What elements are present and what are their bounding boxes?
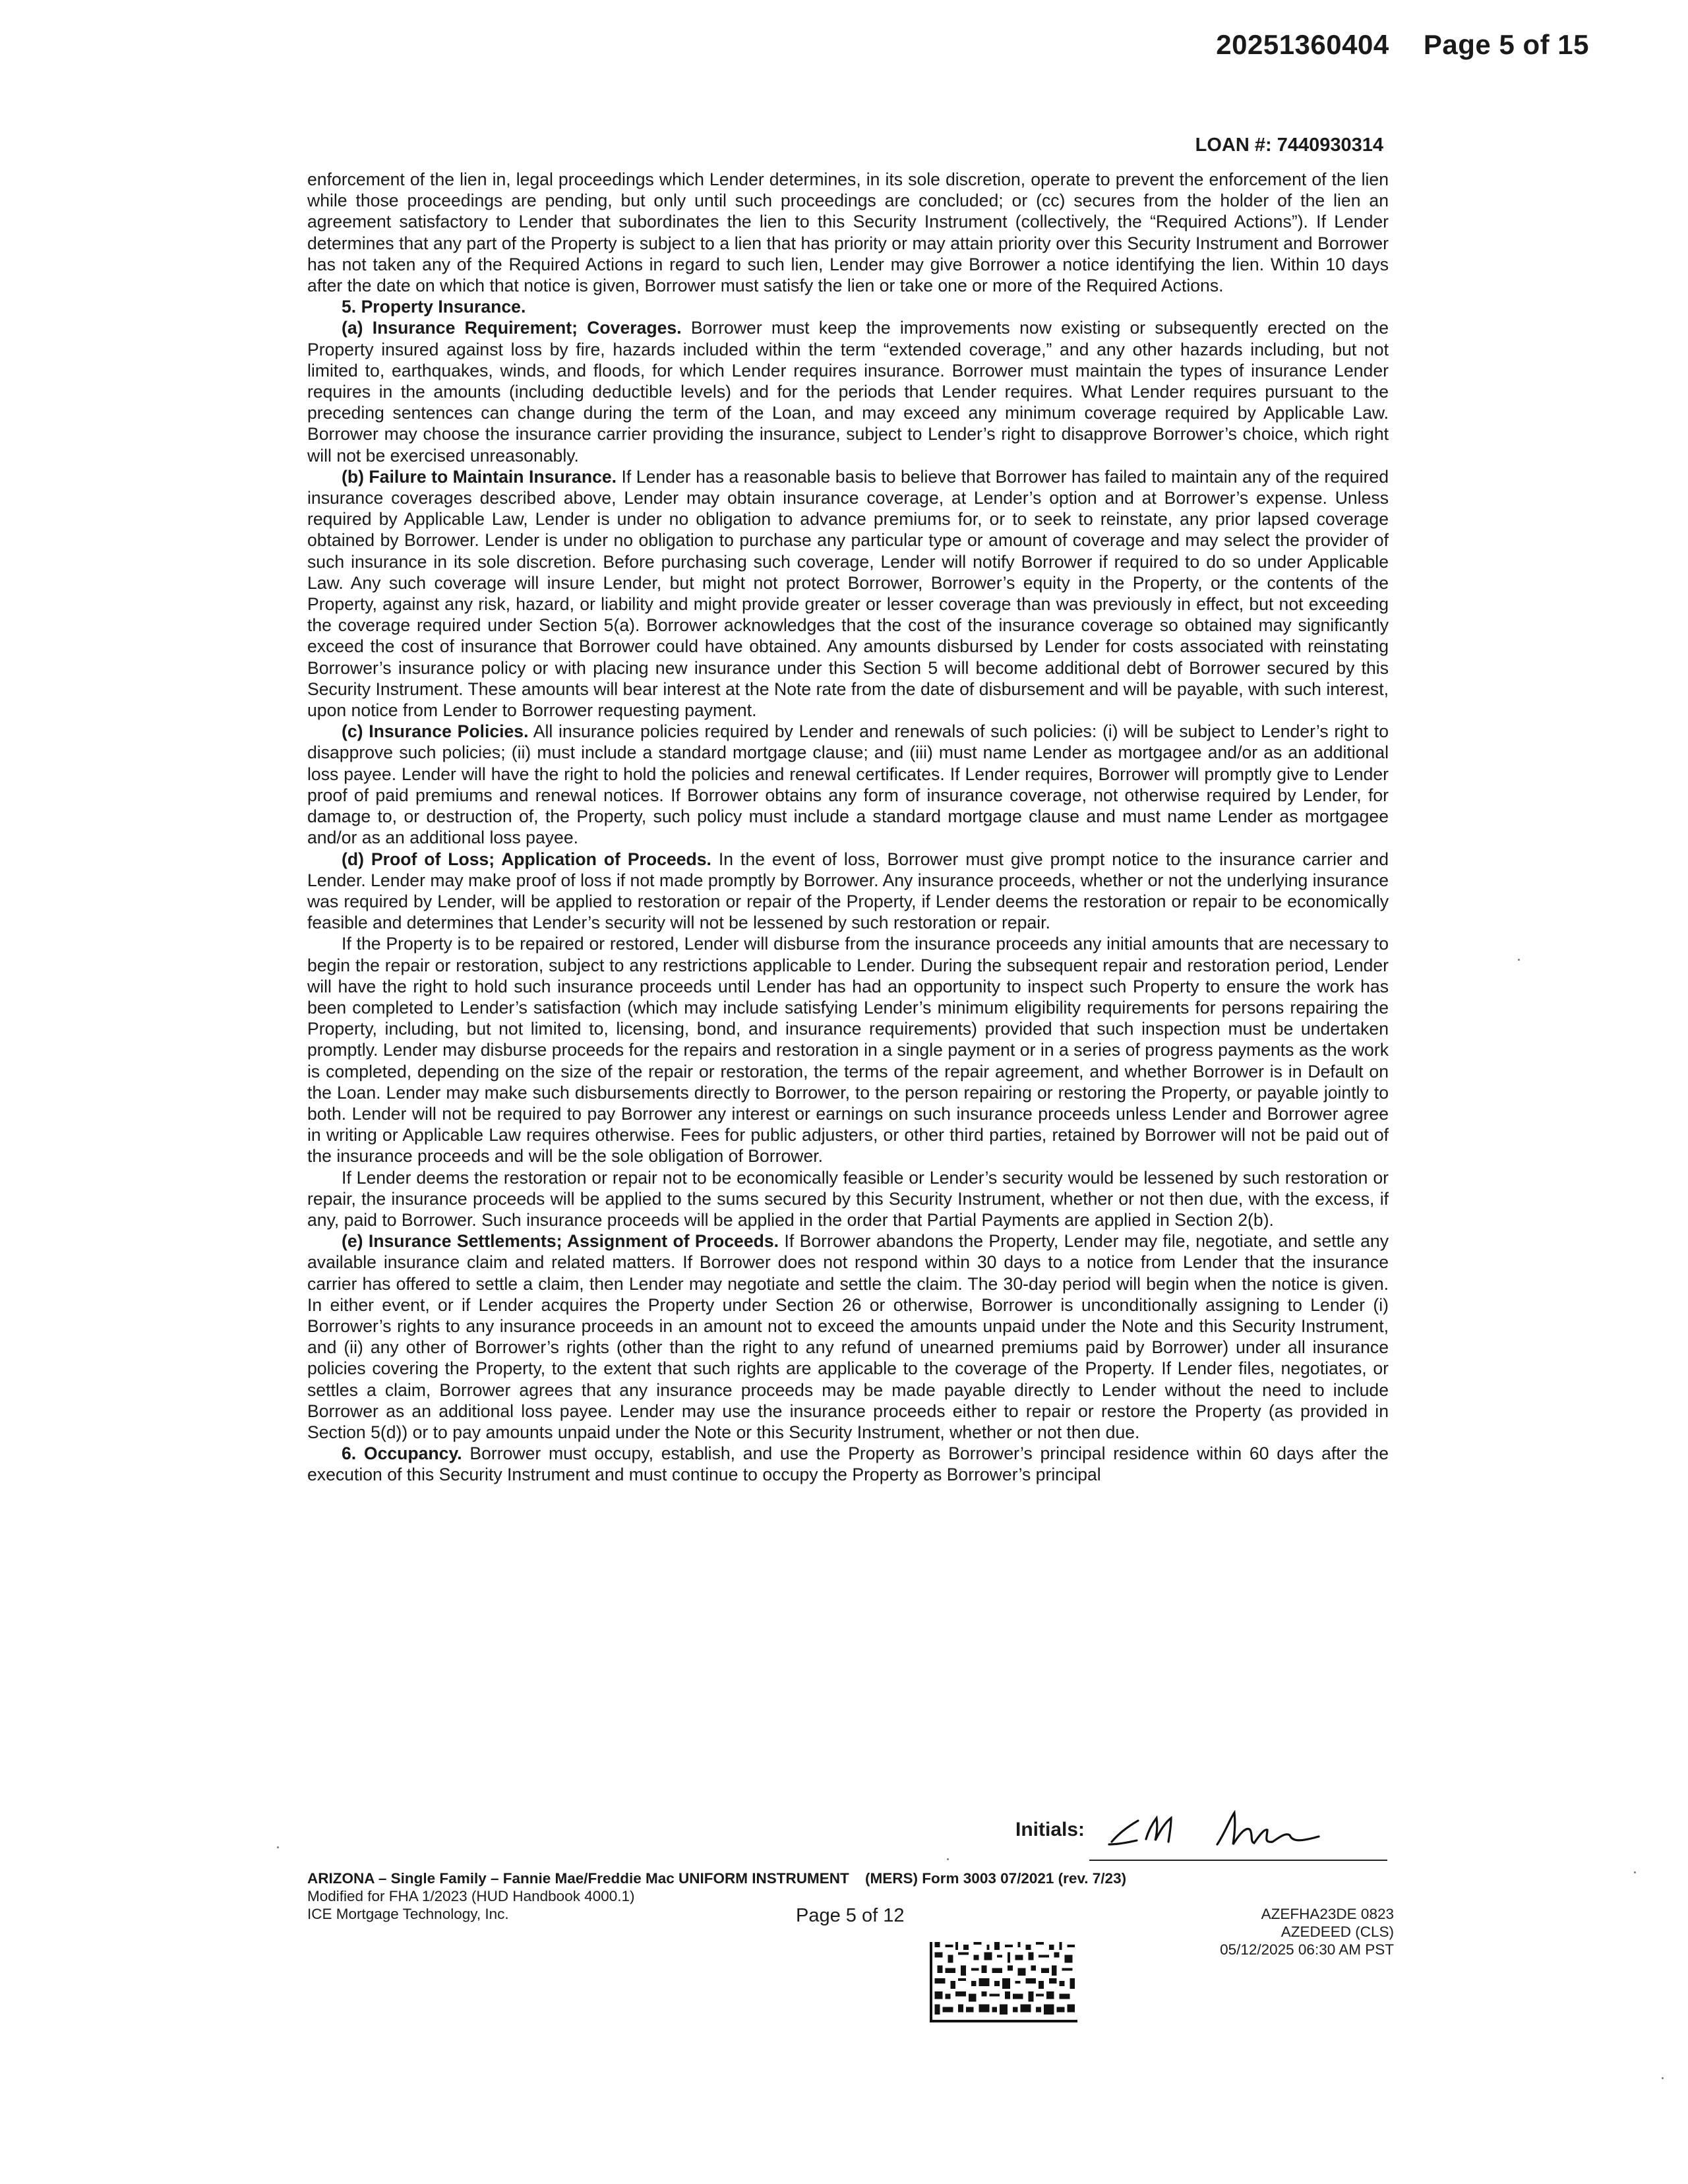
initials-signatures [1088,1804,1404,1856]
scan-speck [1662,2077,1664,2079]
scan-speck [277,1846,279,1848]
loan-number: LOAN #: 7440930314 [1195,135,1383,156]
scan-speck [1518,959,1520,961]
footer-modified: Modified for FHA 1/2023 (HUD Handbook 4000.1) [307,1888,635,1904]
scan-speck [1634,1871,1636,1873]
heading-5a: (a) Insurance Requirement; Coverages. [342,318,682,338]
paragraph-6 [307,1443,1389,1485]
heading-5c: (c) Insurance Policies. [342,721,529,742]
footer-form-title [307,1869,1126,1887]
section-5-title: 5. Property Insurance. [342,297,526,317]
section-5-heading [307,296,1389,317]
initials-signature-line [1089,1860,1387,1861]
recording-page-label: Page 5 of 15 [1423,29,1589,60]
heading-6: 6. Occupancy. [342,1443,462,1464]
footer-timestamp: 05/12/2025 06:30 AM PST [1220,1941,1394,1958]
initials-signature-2 [1217,1813,1319,1844]
document-number: 20251360404 [1216,29,1389,60]
paragraph-5e [307,1230,1389,1443]
footer-form-number: (MERS) Form 3003 07/2021 (rev. 7/23) [865,1870,1127,1887]
heading-5e: (e) Insurance Settlements; Assignment of Proceeds. [342,1231,779,1252]
paragraph-5d-3: If Lender deems the restoration or repair not to be economically feasible or Lender’s security would be lessened by such restoration or repair, the insurance proceeds will be applied to the sums secured by this Security Instrument, whether or not then due, with the excess, if any, paid to Borrower. Such insurance proceeds will be applied in the order that Partial Payments are applied in Section 2(b). [307,1167,1389,1230]
paragraph-5a [307,317,1389,466]
text-5c: All insurance policies required by Lender and renewals of such policies: (i) will be subject to Lender’s right to disapprove such policies; (ii) must include a standard mortgage clause; and (iii) must name Lender as mortgagee and/or as an additional loss payee. Lender will have the right to hold the policies and renewal certificates. If Lender requires, Borrower will promptly give to Lender proof of paid premiums and renewal notices. If Borrower obtains any form of insurance coverage, not otherwise required by Lender, for damage to, or destruction of, the Property, such policy must include a standard mortgage clause and must name Lender as mortgagee and/or as an additional loss payee. [307,721,1389,848]
recording-stamp [1216,29,1589,61]
text-5a: Borrower must keep the improvements now existing or subsequently erected on the Property insured against loss by fire, hazards included within the term “extended coverage,” and any other hazards including, but not limited to, earthquakes, winds, and floods, for which Lender requires insurance. Borrower must maintain the types of insurance Lender requires in the amounts (including deductible levels) and for the periods that Lender requires. What Lender requires pursuant to the preceding sentences can change during the term of the Loan, and may exceed any minimum coverage required by Applicable Law. Borrower may choose the insurance carrier providing the insurance, subject to Lender’s right to disapprove Borrower’s choice, which right will not be exercised unreasonably. [307,318,1389,466]
initials-signature-1 [1109,1818,1171,1844]
initials-label: Initials: [1015,1819,1085,1840]
paragraph-5d [307,849,1389,934]
text-6: Borrower must occupy, establish, and use the Property as Borrower’s principal residence within 60 days after the execution of this Security Instrument and must continue to occupy the Property as Borrower’s principal [307,1443,1389,1485]
paragraph-continuation: enforcement of the lien in, legal proceedings which Lender determines, in its sole discretion, operate to prevent the enforcement of the lien while those proceedings are pending, but only until such proceedings are concluded; or (cc) secures from the holder of the lien an agreement satisfactory to Lender that subordinates the lien to this Security Instrument (collectively, the “Required Actions”). If Lender determines that any part of the Property is subject to a lien that has priority or may attain priority over this Security Instrument and Borrower has not taken any of the Required Actions in regard to such lien, Lender may give Borrower a notice identifying the lien. Within 10 days after the date on which that notice is given, Borrower must satisfy the lien or take one or more of the Required Actions. [307,169,1389,296]
paragraph-5b [307,466,1389,721]
barcode-icon [928,1942,1079,2022]
footer-code-1: AZEFHA23DE 0823 [1261,1906,1394,1922]
text-5d: In the event of loss, Borrower must give prompt notice to the insurance carrier and Lender. Lender may make proof of loss if not made promptly by Borrower. Any insurance proceeds, whether or not the underlying insurance was required by Lender, will be applied to restoration or repair of the Property, if Lender deems the restoration or repair to be economically feasible and determines that Lender’s security will not be lessened by such restoration or repair. [307,849,1389,933]
footer-code-2: AZEDEED (CLS) [1281,1924,1394,1940]
footer-form-name: ARIZONA – Single Family – Fannie Mae/Freddie Mac UNIFORM INSTRUMENT [307,1870,849,1887]
footer-page-number: Page 5 of 12 [796,1905,905,1926]
heading-5b: (b) Failure to Maintain Insurance. [342,466,617,487]
paragraph-5c [307,721,1389,848]
text-5b: If Lender has a reasonable basis to believe that Borrower has failed to maintain any of the required insurance coverages described above, Lender may obtain insurance coverage, at Lender’s option and at Borrower’s expense. Unless required by Applicable Law, Lender is under no obligation to advance premiums for, or to seek to reinstate, any prior lapsed coverage obtained by Borrower. Lender is under no obligation to purchase any particular type or amount of coverage and may select the provider of such insurance in its sole discretion. Before purchasing such coverage, Lender will notify Borrower if required to do so under Applicable Law. Any such coverage will insure Lender, but might not protect Borrower, Borrower’s equity in the Property, or the contents of the Property, against any risk, hazard, or liability and might provide greater or lesser coverage than was previously in effect, but not exceeding the coverage required under Section 5(a). Borrower acknowledges that the cost of the insurance coverage so obtained may significantly exceed the cost of insurance that Borrower could have obtained. Any amounts disbursed by Lender for costs associated with reinstating Borrower’s insurance policy or with placing new insurance under this Section 5 will become additional debt of Borrower secured by this Security Instrument. These amounts will bear interest at the Note rate from the date of disbursement and will be payable, with such interest, upon notice from Lender to Borrower requesting payment. [307,466,1389,721]
paragraph-5d-2: If the Property is to be repaired or restored, Lender will disburse from the insurance proceeds any initial amounts that are necessary to begin the repair or restoration, subject to any restrictions applicable to Lender. During the subsequent repair and restoration period, Lender will have the right to hold such insurance proceeds until Lender has had an opportunity to inspect such Property to ensure the work has been completed to Lender’s satisfaction (which may include satisfying Lender’s minimum eligibility requirements for persons repairing the Property, including, but not limited to, licensing, bond, and insurance requirements) provided that such inspection must be undertaken promptly. Lender may disburse proceeds for the repairs and restoration in a single payment or in a series of progress payments as the work is completed, depending on the size of the repair or restoration, the terms of the repair agreement, and whether Borrower is in Default on the Loan. Lender may make such disbursements directly to Borrower, to the person repairing or restoring the Property, or payable jointly to both. Lender will not be required to pay Borrower any interest or earnings on such insurance proceeds unless Lender and Borrower agree in writing or Applicable Law requires otherwise. Fees for public adjusters, or other third parties, retained by Borrower will not be paid out of the insurance proceeds and will be the sole obligation of Borrower. [307,934,1389,1167]
document-body [307,169,1389,1486]
heading-5d: (d) Proof of Loss; Application of Proceeds. [342,849,711,869]
footer-company: ICE Mortgage Technology, Inc. [307,1906,509,1922]
text-5e: If Borrower abandons the Property, Lender may file, negotiate, and settle any available insurance claim and related matters. If Borrower does not respond within 30 days to a notice from Lender that the insurance carrier has offered to settle a claim, then Lender may negotiate and settle the claim. The 30-day period will begin when the notice is given. In either event, or if Lender acquires the Property under Section 26 or otherwise, Borrower is unconditionally assigning to Lender (i) Borrower’s rights to any insurance proceeds in an amount not to exceed the amounts unpaid under the Note and this Security Instrument, and (ii) any other of Borrower’s rights (other than the right to any refund of unearned premiums paid by Borrower) under all insurance policies covering the Property, to the extent that such rights are applicable to the coverage of the Property. If Lender files, negotiates, or settles a claim, Borrower agrees that any insurance proceeds may be made payable directly to Lender without the need to include Borrower as an additional loss payee. Lender may use the insurance proceeds either to repair or restore the Property (as provided in Section 5(d)) or to pay amounts unpaid under the Note or this Security Instrument, whether or not then due. [307,1231,1389,1442]
footer-codes [1220,1905,1394,1958]
scan-speck [947,1858,949,1860]
